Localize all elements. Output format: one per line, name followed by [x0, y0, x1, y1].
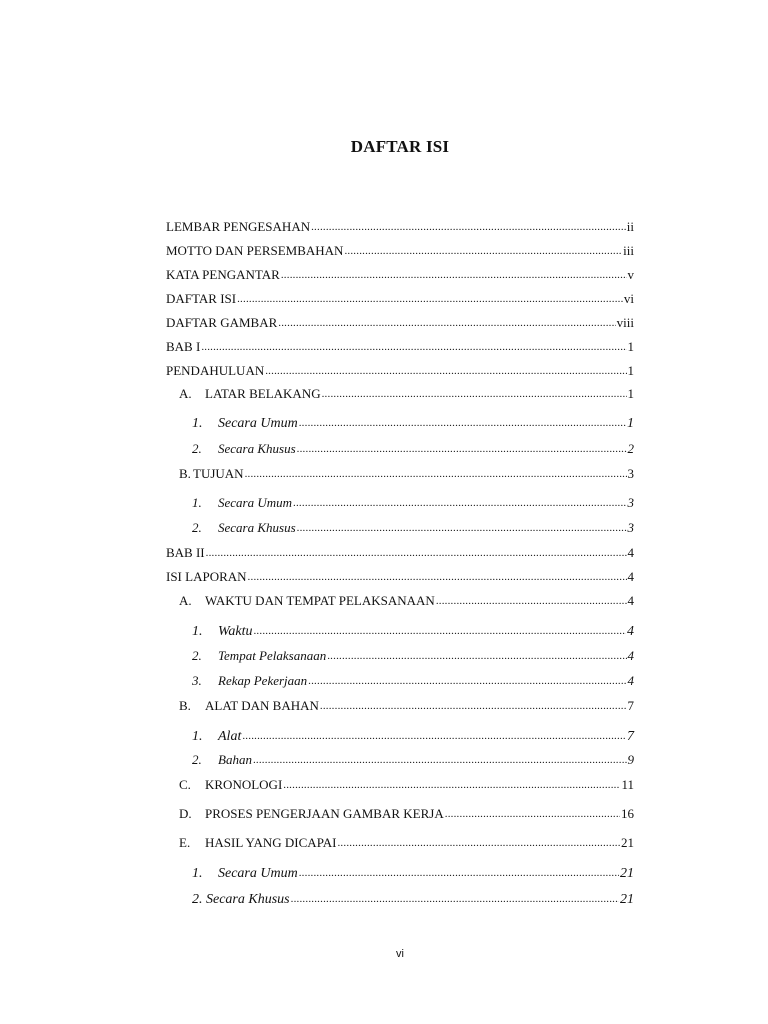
- toc-entry-number: 2.: [192, 520, 202, 535]
- toc-entry-tujuan[interactable]: [179, 465, 634, 482]
- toc-entry-label: TUJUAN: [193, 466, 244, 481]
- toc-entry-page: 4: [627, 648, 634, 663]
- leader-dots: [320, 697, 627, 710]
- toc-entry-secara-khusus[interactable]: [192, 519, 634, 536]
- leader-dots: [253, 621, 626, 635]
- toc-entry-page: 7: [627, 698, 634, 713]
- toc-entry-bahan[interactable]: [192, 751, 634, 768]
- leader-dots: [299, 413, 626, 427]
- toc-entry-daftar-isi[interactable]: [166, 290, 634, 307]
- leader-dots: [337, 834, 620, 847]
- toc-entry-number: E.: [179, 835, 191, 850]
- toc-entry-number: C.: [179, 777, 191, 792]
- toc-entry-page: v: [627, 267, 634, 282]
- toc-entry-label: Tempat Pelaksanaan: [218, 648, 327, 663]
- toc-entry-label: PROSES PENGERJAAN GAMBAR KERJA: [205, 806, 444, 821]
- leader-dots: [201, 338, 626, 351]
- toc-entry-label: Secara Khusus: [206, 892, 290, 907]
- toc-entry-number: 2.: [192, 441, 202, 456]
- toc-entry-page: iii: [623, 243, 634, 258]
- toc-entry-number: 2.: [192, 892, 203, 907]
- toc-entry-page: 4: [627, 624, 634, 639]
- toc-entry-pendahuluan[interactable]: [166, 362, 634, 379]
- leader-dots: [436, 592, 627, 605]
- toc-entry-page: 11: [621, 777, 634, 792]
- toc-entry-label: WAKTU DAN TEMPAT PELAKSANAAN: [205, 593, 435, 608]
- toc-entry-page: 4: [627, 593, 634, 608]
- toc-entry-bab-1[interactable]: [166, 338, 634, 355]
- toc-entry-label: Secara Umum: [218, 416, 298, 431]
- toc-entry-label: Secara Khusus: [218, 520, 296, 535]
- toc-entry-daftar-gambar[interactable]: [166, 314, 634, 331]
- toc-entry-page: ii: [626, 219, 634, 234]
- toc-entry-label: LATAR BELAKANG: [205, 386, 321, 401]
- toc-entry-label: KRONOLOGI: [205, 777, 283, 792]
- leader-dots: [245, 465, 627, 478]
- leader-dots: [291, 889, 619, 903]
- toc-entry-page: 1: [627, 386, 634, 401]
- toc-entry-proses-pengerjaan[interactable]: [179, 805, 634, 822]
- toc-entry-page: viii: [616, 315, 634, 330]
- toc-entry-page: 4: [627, 673, 634, 688]
- leader-dots: [281, 266, 627, 279]
- toc-entry-label: PENDAHULUAN: [166, 363, 265, 378]
- leader-dots: [283, 776, 620, 789]
- leader-dots: [297, 440, 627, 453]
- toc-entry-label: BAB II: [166, 545, 205, 560]
- toc-entry-label: HASIL YANG DICAPAI: [205, 835, 337, 850]
- leader-dots: [265, 362, 626, 375]
- leader-dots: [322, 385, 627, 398]
- toc-entry-number: A.: [179, 386, 192, 401]
- leader-dots: [248, 568, 627, 581]
- leader-dots: [293, 494, 626, 507]
- leader-dots: [237, 290, 623, 303]
- toc-entry-secara-umum[interactable]: [192, 863, 634, 882]
- toc-entry-number: 1.: [192, 866, 203, 881]
- toc-entry-lembar-pengesahan[interactable]: [166, 218, 634, 235]
- toc-entry-page: 4: [627, 569, 634, 584]
- toc-entry-label: Rekap Pekerjaan: [218, 673, 308, 688]
- toc-entry-alat-bahan[interactable]: [179, 697, 634, 714]
- toc-entry-bab-2[interactable]: [166, 544, 634, 561]
- toc-entry-number: B.: [179, 466, 191, 481]
- toc-entry-waktu[interactable]: [192, 621, 634, 640]
- toc-entry-number: 2.: [192, 648, 202, 663]
- toc-entry-kronologi[interactable]: [179, 776, 634, 793]
- toc-entry-page: 4: [627, 545, 634, 560]
- toc-entry-motto[interactable]: [166, 242, 634, 259]
- toc-entry-number: 1.: [192, 416, 203, 431]
- toc-entry-alat[interactable]: [192, 726, 634, 745]
- toc-entry-label: Waktu: [218, 624, 253, 639]
- toc-entry-page: 9: [627, 752, 634, 767]
- toc-entry-number: B.: [179, 698, 191, 713]
- toc-entry-page: 1: [627, 363, 634, 378]
- toc-entry-page: 21: [621, 835, 634, 850]
- toc-entry-waktu-tempat[interactable]: [179, 592, 634, 609]
- toc-entry-isi-laporan[interactable]: [166, 568, 634, 585]
- toc-entry-hasil-dicapai[interactable]: [179, 834, 634, 851]
- toc-entry-number: 3.: [192, 673, 202, 688]
- toc-entry-page: 16: [621, 806, 634, 821]
- toc-entry-page: vi: [623, 291, 634, 306]
- toc-entry-label: Secara Umum: [218, 866, 298, 881]
- toc-entry-page: 2: [627, 441, 634, 456]
- toc-entry-page: 3: [627, 466, 634, 481]
- leader-dots: [242, 726, 626, 740]
- toc-entry-secara-khusus[interactable]: [192, 440, 634, 457]
- leader-dots: [253, 751, 627, 764]
- leader-dots: [278, 314, 615, 327]
- toc-entry-rekap-pekerjaan[interactable]: [192, 672, 634, 689]
- toc-entry-number: 1.: [192, 495, 202, 510]
- leader-dots: [445, 805, 620, 818]
- page-number: vi: [396, 948, 404, 960]
- toc-entry-page: 3: [627, 495, 634, 510]
- toc-entry-label: MOTTO DAN PERSEMBAHAN: [166, 243, 344, 258]
- toc-entry-latar-belakang[interactable]: [179, 385, 634, 402]
- toc-entry-secara-khusus[interactable]: [192, 889, 634, 908]
- toc-entry-label: BAB I: [166, 339, 201, 354]
- leader-dots: [297, 519, 627, 532]
- toc-entry-page: 21: [620, 892, 634, 907]
- leader-dots: [206, 544, 627, 557]
- page-title: DAFTAR ISI: [350, 137, 450, 156]
- leader-dots: [299, 863, 619, 877]
- leader-dots: [311, 218, 626, 231]
- toc-entry-number: D.: [179, 806, 192, 821]
- toc-entry-label: ISI LAPORAN: [166, 569, 247, 584]
- toc-entry-tempat-pelaksanaan[interactable]: [192, 647, 634, 664]
- toc-entry-number: A.: [179, 593, 192, 608]
- toc-entry-secara-umum[interactable]: [192, 494, 634, 511]
- toc-entry-label: Alat: [218, 729, 242, 744]
- toc-entry-kata-pengantar[interactable]: [166, 266, 634, 283]
- toc-entry-label: Secara Umum: [218, 495, 293, 510]
- leader-dots: [308, 672, 626, 685]
- leader-dots: [327, 647, 626, 660]
- toc-entry-number: 1.: [192, 624, 203, 639]
- toc-entry-page: 7: [627, 729, 634, 744]
- toc-entry-page: 1: [627, 416, 634, 431]
- toc-entry-label: ALAT DAN BAHAN: [205, 698, 319, 713]
- leader-dots: [344, 242, 622, 255]
- toc-entry-number: 2.: [192, 752, 202, 767]
- toc-entry-label: Secara Khusus: [218, 441, 296, 456]
- toc-entry-page: 3: [627, 520, 634, 535]
- toc-entry-label: DAFTAR ISI: [166, 291, 237, 306]
- toc-entry-secara-umum[interactable]: [192, 413, 634, 432]
- toc-entry-label: DAFTAR GAMBAR: [166, 315, 278, 330]
- toc-entry-label: Bahan: [218, 752, 252, 767]
- toc-entry-page: 1: [627, 339, 634, 354]
- toc-entry-label: KATA PENGANTAR: [166, 267, 280, 282]
- toc-entry-label: LEMBAR PENGESAHAN: [166, 219, 311, 234]
- toc-entry-number: 1.: [192, 729, 203, 744]
- toc-entry-page: 21: [620, 866, 634, 881]
